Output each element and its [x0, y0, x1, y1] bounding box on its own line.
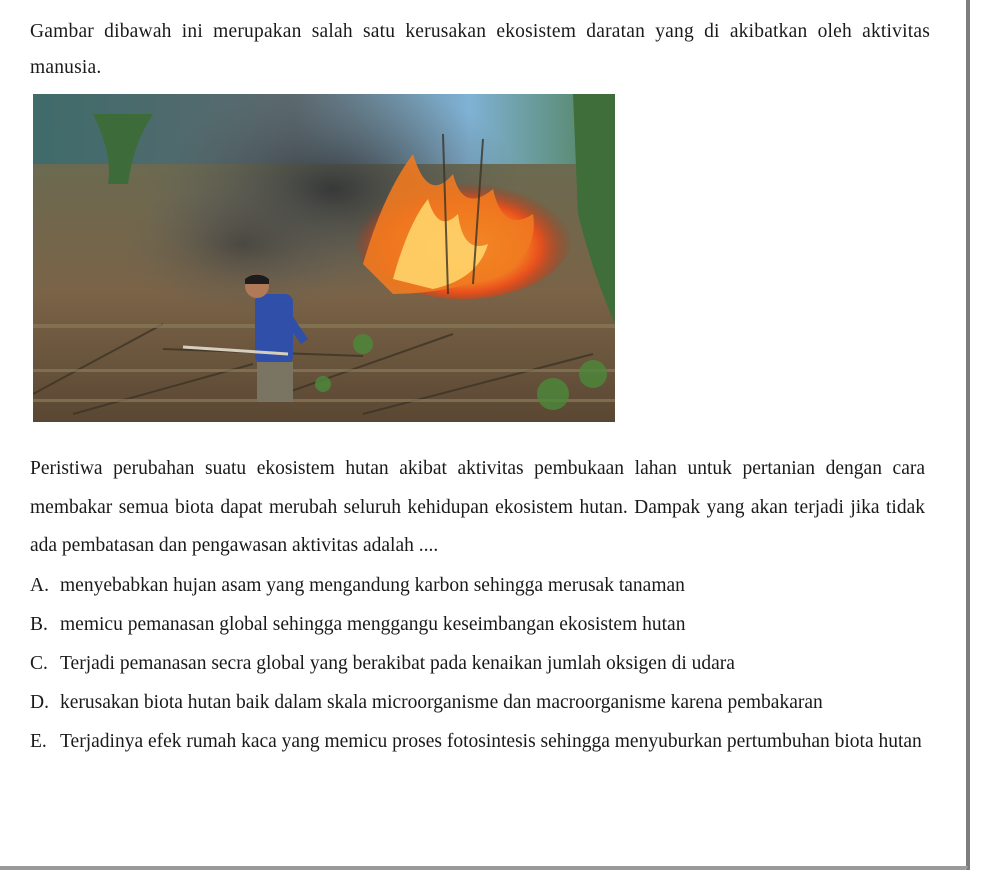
- option-b[interactable]: [30, 605, 925, 644]
- option-text: kerusakan biota hutan baik dalam skala microorganisme dan macroorganisme karena pembakaran: [60, 692, 823, 713]
- page-right-border: [966, 0, 970, 870]
- option-d[interactable]: [30, 683, 925, 722]
- option-c[interactable]: [30, 644, 925, 683]
- answer-options: [30, 566, 925, 761]
- intro-text: Gambar dibawah ini merupakan salah satu kerusakan ekosistem daratan yang di akibatkan oleh aktivitas manusia.: [30, 21, 930, 78]
- option-letter: D.: [30, 692, 49, 713]
- option-text: memicu pemanasan global sehingga menggangu keseimbangan ekosistem hutan: [60, 614, 686, 635]
- option-a[interactable]: [30, 566, 925, 605]
- option-letter: C.: [30, 653, 48, 674]
- option-letter: E.: [30, 731, 47, 752]
- page-bottom-border: [0, 866, 968, 870]
- option-letter: A.: [30, 575, 49, 596]
- forest-fire-photo: [33, 94, 615, 422]
- option-e[interactable]: [30, 722, 925, 761]
- option-text: menyebabkan hujan asam yang mengandung karbon sehingga merusak tanaman: [60, 575, 685, 596]
- option-text: Terjadi pemanasan secra global yang berakibat pada kenaikan jumlah oksigen di udara: [60, 653, 735, 674]
- option-text: Terjadinya efek rumah kaca yang memicu proses fotosintesis sehingga menyuburkan pertumbuhan biota hutan: [60, 731, 922, 752]
- option-letter: B.: [30, 614, 48, 635]
- question-stem: [30, 14, 930, 86]
- question-text: Peristiwa perubahan suatu ekosistem hutan akibat aktivitas pembukaan lahan untuk pertanian dengan cara membakar semua biota dapat merubah seluruh kehidupan ekosistem hutan. Dampak yang akan terjadi jika tidak ada pembatasan dan pengawasan aktivitas adalah ....: [30, 458, 925, 556]
